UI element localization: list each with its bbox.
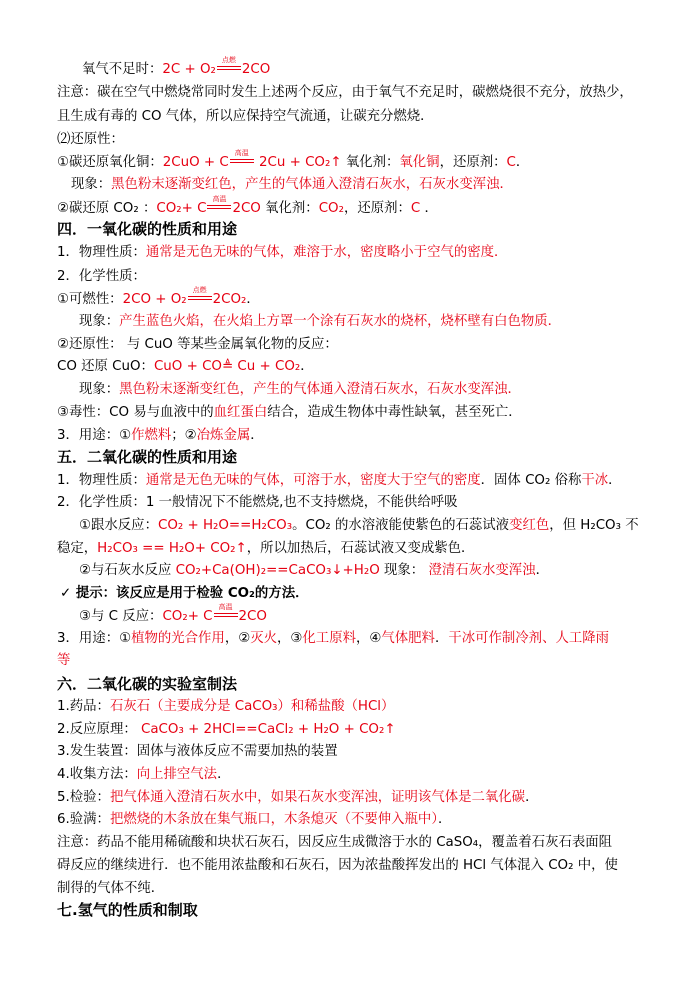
key-text: 植物的光合作用 [131, 631, 225, 646]
body-text: ⑵还原性： [57, 132, 124, 147]
body-text: ，③ [277, 631, 303, 646]
text-line [57, 108, 434, 126]
body-text: ，还原剂： [343, 201, 411, 216]
body-text: 结合，造成生物体中毒性缺氧，甚至死亡． [267, 405, 522, 420]
body-text: ． [246, 292, 260, 307]
key-text: 黑色粉末逐渐变红色，产生的气体通入澄清石灰水，石灰水变浑浊． [111, 177, 513, 192]
condition-label: 高温 [212, 195, 227, 203]
text-line [57, 880, 164, 898]
body-text: 2．化学性质：1 一般情况下不能燃烧,也不支持燃烧，不能供给呼吸 [57, 495, 458, 510]
key-text: 向上排空气法 [136, 767, 218, 782]
text-line [57, 675, 237, 693]
body-text: ，② [224, 631, 251, 646]
text-line [57, 427, 264, 445]
body-text: ． [424, 201, 438, 216]
key-text: 通常是无色无味的气体，难溶于水，密度略小于空气的密度． [145, 245, 508, 260]
body-text: ，但 H₂CO₃ 不 [549, 518, 639, 533]
key-text: 通常是无色无味的气体，可溶于水，密度大于空气的密度 [145, 473, 481, 488]
body-text: ． [250, 428, 264, 443]
key-text: 2Cu + CO₂↑ [254, 155, 342, 170]
text-line [57, 834, 612, 852]
key-text: 2C + O₂ [162, 62, 216, 77]
text-line [57, 721, 396, 739]
body-text: 6.验满： [57, 812, 110, 827]
text-line [57, 244, 507, 262]
text-line [57, 472, 622, 490]
text-line [57, 789, 538, 807]
text-line [57, 336, 338, 354]
condition-label: 高温 [218, 603, 233, 611]
section-heading: 四．一氧化碳的性质和用途 [57, 220, 238, 238]
equals-sign [217, 66, 241, 70]
section-heading: 七.氢气的性质和制取 [57, 901, 198, 919]
body-text: ，所以加热后，石蕊试液又变成紫色． [246, 541, 475, 556]
key-text: 冶炼金属 [196, 428, 251, 443]
key-text: 把燃烧的木条放在集气瓶口，木条熄灭（不要伸入瓶中） [109, 812, 439, 827]
text-line [57, 494, 458, 512]
body-text: ． [438, 812, 452, 827]
body-text: 1．物理性质： [57, 245, 146, 260]
body-text: ． [217, 767, 231, 782]
key-text: 石灰石（主要成分是 CaCO₃）和稀盐酸（HCl） [109, 699, 395, 714]
text-line [57, 652, 70, 670]
body-text: ． [434, 631, 449, 646]
section-heading: 五．二氧化碳的性质和用途 [57, 448, 238, 466]
reaction-condition [207, 195, 231, 213]
key-text: 等 [57, 653, 71, 668]
section-heading: 六．二氧化碳的实验室制法 [57, 675, 238, 693]
text-line [79, 562, 549, 580]
body-text: ①跟水反应： [79, 518, 158, 533]
condition-label: 点燃 [192, 286, 207, 294]
body-text: ②碳还原 CO₂ ： [57, 201, 157, 216]
body-text: ③毒性：CO 易与血液中的 [57, 405, 214, 420]
body-text: 注意：碳在空气中燃烧常同时发生上述两个反应，由于氧气不充足时，碳燃烧很不充分，放热少， [57, 85, 633, 100]
body-text: ①碳还原氧化铜： [57, 155, 163, 170]
key-text: CO₂+ C [162, 609, 213, 624]
key-text: 2CO [238, 609, 267, 624]
body-text: 3.发生装置：固体与液体反应不需要加热的装置 [57, 744, 338, 759]
key-text: 黑色粉末逐渐变红色，产生的气体通入澄清石灰水，石灰水变浑浊． [119, 382, 521, 397]
body-text: 注意：药品不能用稀硫酸和块状石灰石，因反应生成微溶于水的 CaSO₄，覆盖着石灰石表面阻 [57, 835, 613, 850]
text-line [57, 698, 394, 716]
body-text: ，④ [355, 631, 382, 646]
key-text: 变红色 [509, 518, 550, 533]
key-text: CaCO₃ + 2HCl==CaCl₂ + H₂O + CO₂↑ [141, 722, 396, 737]
text-line [57, 811, 451, 829]
reaction-condition [230, 149, 254, 167]
body-text: 氧化剂： [260, 201, 319, 216]
body-text: CO 还原 CuO： [57, 359, 154, 374]
key-text: 作燃料 [131, 428, 172, 443]
text-line [57, 84, 633, 102]
condition-label: 点燃 [221, 56, 236, 64]
body-text: ． [525, 790, 539, 805]
reaction-condition [188, 286, 212, 304]
key-text: 把气体通入澄清石灰水中，如果石灰水变浑浊，证明该气体是二氧化碳 [109, 790, 526, 805]
key-text: 干冰可作制冷剂、人工降雨 [448, 631, 610, 646]
body-text: 2.反应原理： [57, 722, 141, 737]
body-text: ✓ 提示：该反应是用于检验 CO₂的方法． [60, 586, 309, 601]
body-text: 1.药品： [57, 699, 110, 714]
key-text: 2CO [241, 62, 271, 77]
body-text: ①可燃性： [57, 292, 123, 307]
key-text: C [410, 201, 425, 216]
body-text: 现象： [379, 563, 429, 578]
body-text: 4.收集方法： [57, 767, 137, 782]
key-text: 气体肥料 [381, 631, 435, 646]
text-line [57, 149, 530, 171]
text-line [57, 358, 314, 376]
body-text: 且生成有毒的 CO 气体，所以应保持空气流通，让碳充分燃烧． [57, 109, 434, 124]
text-line [79, 381, 521, 399]
condition-label: 高温 [234, 149, 249, 157]
key-text: 氧化铜 [399, 155, 440, 170]
text-line [57, 195, 438, 217]
text-line [79, 313, 561, 331]
text-line [57, 268, 146, 286]
key-text: 干冰 [581, 473, 609, 488]
body-text: ③与 C 反应： [79, 609, 163, 624]
key-text: CO₂ + H₂O==H₂CO₃ [157, 518, 293, 533]
equals-sign [214, 613, 238, 617]
body-text: ． [535, 563, 549, 578]
key-text: CO₂+ C [156, 201, 207, 216]
body-text: 碍反应的继续进行．也不能用浓盐酸和石灰石，因为浓盐酸挥发出的 HCl 气体混入 CO₂ 中，使 [57, 858, 618, 873]
equals-sign [188, 296, 212, 300]
text-line [57, 404, 522, 422]
body-text: 氧气不足时： [82, 62, 163, 77]
body-text: ②还原性： 与 CuO 等某些金属氧化物的反应： [57, 337, 338, 352]
body-text: ． [300, 359, 314, 374]
body-text: 3．用途：① [57, 428, 132, 443]
key-text: 2CuO + C [162, 155, 229, 170]
body-text: 制得的气体不纯． [57, 881, 165, 896]
key-text: H₂CO₃ == H₂O+ CO₂↑ [97, 541, 247, 556]
text-line [57, 743, 338, 761]
equals-sign [230, 159, 254, 163]
body-text: ②与石灰水反应 [79, 563, 176, 578]
key-text: 灭火 [250, 631, 278, 646]
body-text: ；② [171, 428, 197, 443]
key-text: 2CO + O₂ [122, 292, 187, 307]
text-line [57, 766, 230, 784]
reaction-condition [217, 56, 241, 74]
key-text: 2CO [232, 201, 261, 216]
body-text: 3．用途：① [57, 631, 132, 646]
body-text: 氧化剂： [341, 155, 400, 170]
key-text: CuO + CO≜ Cu + CO₂ [153, 359, 301, 374]
text-line [57, 901, 198, 919]
text-line [60, 585, 308, 603]
text-line [79, 603, 267, 625]
key-text: CO₂+Ca(OH)₂==CaCO₃↓+H₂O [175, 563, 380, 578]
body-text: 现象： [79, 314, 120, 329]
body-text: 2．化学性质： [57, 269, 146, 284]
body-text: 1．物理性质： [57, 473, 146, 488]
key-text: CO₂ [318, 201, 344, 216]
body-text: 5.检验： [57, 790, 110, 805]
text-line [57, 220, 237, 238]
text-line [57, 857, 618, 875]
body-text: ，还原剂： [439, 155, 507, 170]
equals-sign [207, 205, 231, 209]
body-text: ． [515, 155, 530, 170]
key-text: 化工原料 [302, 631, 356, 646]
key-text: 血红蛋白 [213, 405, 268, 420]
body-text: 稳定， [57, 541, 98, 556]
text-line [82, 56, 271, 78]
body-text: 现象： [71, 177, 112, 192]
body-text: ． [608, 473, 622, 488]
text-line [57, 131, 124, 149]
text-line [57, 448, 237, 466]
body-text: 。CO₂ 的水溶液能使紫色的石蕊试液 [292, 518, 510, 533]
key-text: C [506, 155, 516, 170]
text-line [57, 630, 609, 648]
key-text: 2CO₂ [212, 292, 247, 307]
key-text: 产生蓝色火焰，在火焰上方罩一个涂有石灰水的烧杯，烧杯壁有白色物质． [119, 314, 562, 329]
body-text: 现象： [79, 382, 120, 397]
text-line [79, 517, 639, 535]
body-text: ．固体 CO₂ 俗称 [480, 473, 582, 488]
key-text: 澄清石灰水变浑浊 [428, 563, 536, 578]
text-line [71, 176, 513, 194]
reaction-condition [214, 603, 238, 621]
text-line [57, 286, 260, 308]
text-line [57, 540, 474, 558]
